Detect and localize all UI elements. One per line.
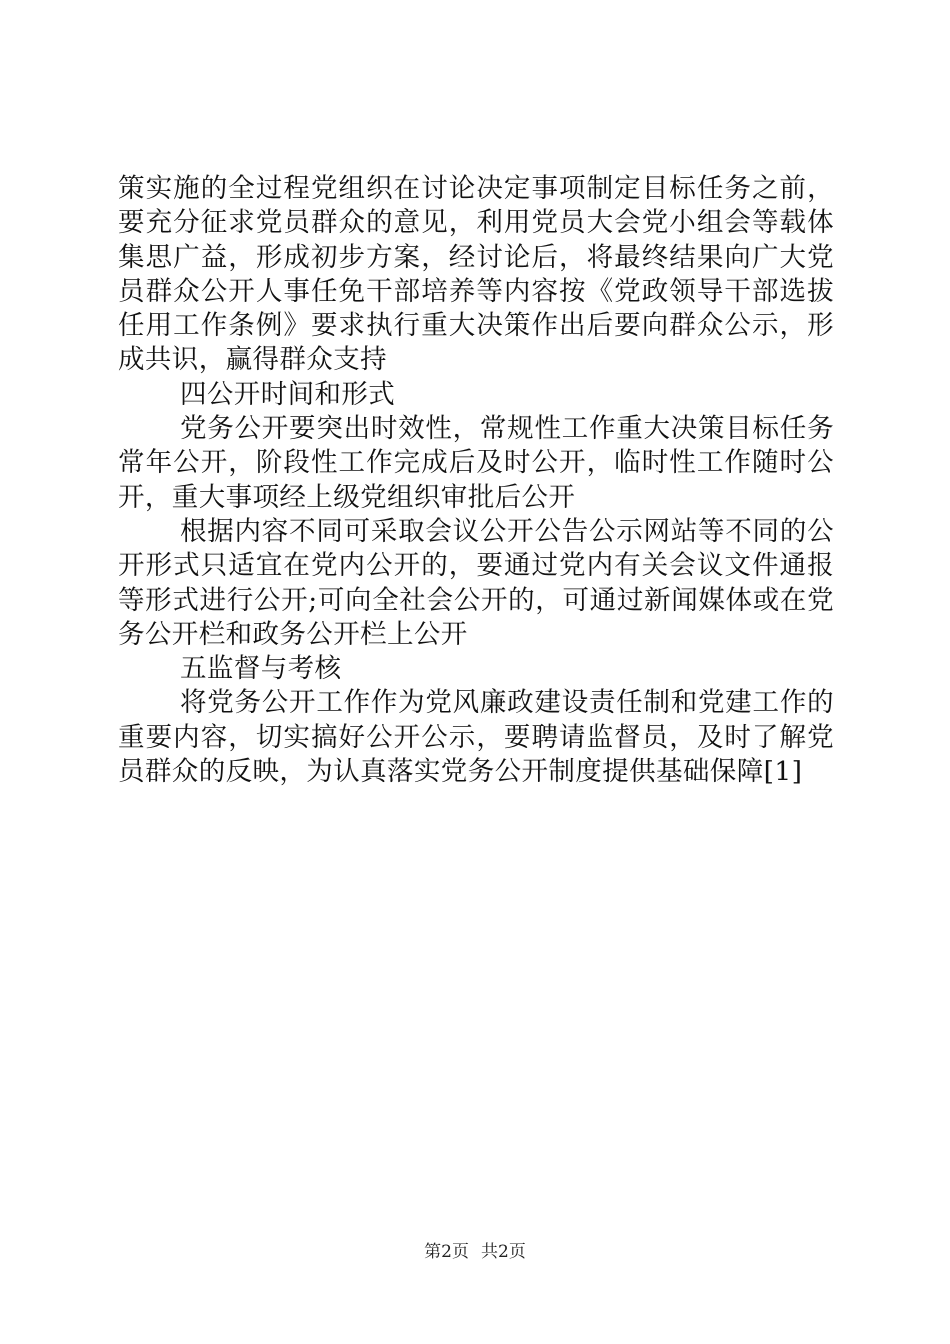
section-heading-supervision-assessment: 五监督与考核 bbox=[180, 653, 342, 685]
body-paragraph-supervision: 将党务公开工作作为党风廉政建设责任制和党建工作的重要内容，切实搞好公开公示，要聘请监督员，及时了解党员群众的反映，为认真落实党务公开制度提供基础保障[1] bbox=[118, 687, 834, 788]
document-body bbox=[118, 172, 834, 789]
page-number: 第2页 bbox=[424, 1242, 469, 1262]
page-total: 共2页 bbox=[481, 1242, 526, 1262]
body-paragraph-continuation: 策实施的全过程党组织在讨论决定事项制定目标任务之前，要充分征求党员群众的意见，利用党员大会党小组会等载体集思广益，形成初步方案，经讨论后，将最终结果向广大党员群众公开人事任免干部培养等内容按《党政领导干部选拔任用工作条例》要求执行重大决策作出后要向群众公示，形成共识，赢得群众支持 bbox=[118, 173, 834, 376]
page-footer bbox=[0, 1241, 950, 1263]
body-paragraph-disclosure-forms: 根据内容不同可采取会议公开公告公示网站等不同的公开形式只适宜在党内公开的，要通过党内有关会议文件通报等形式进行公开;可向全社会公开的，可通过新闻媒体或在党务公开栏和政务公开栏上公开 bbox=[118, 515, 834, 650]
section-heading-disclosure-time-form: 四公开时间和形式 bbox=[180, 378, 396, 410]
body-paragraph-timeliness: 党务公开要突出时效性，常规性工作重大决策目标任务常年公开，阶段性工作完成后及时公开，临时性工作随时公开，重大事项经上级党组织审批后公开 bbox=[118, 413, 834, 513]
